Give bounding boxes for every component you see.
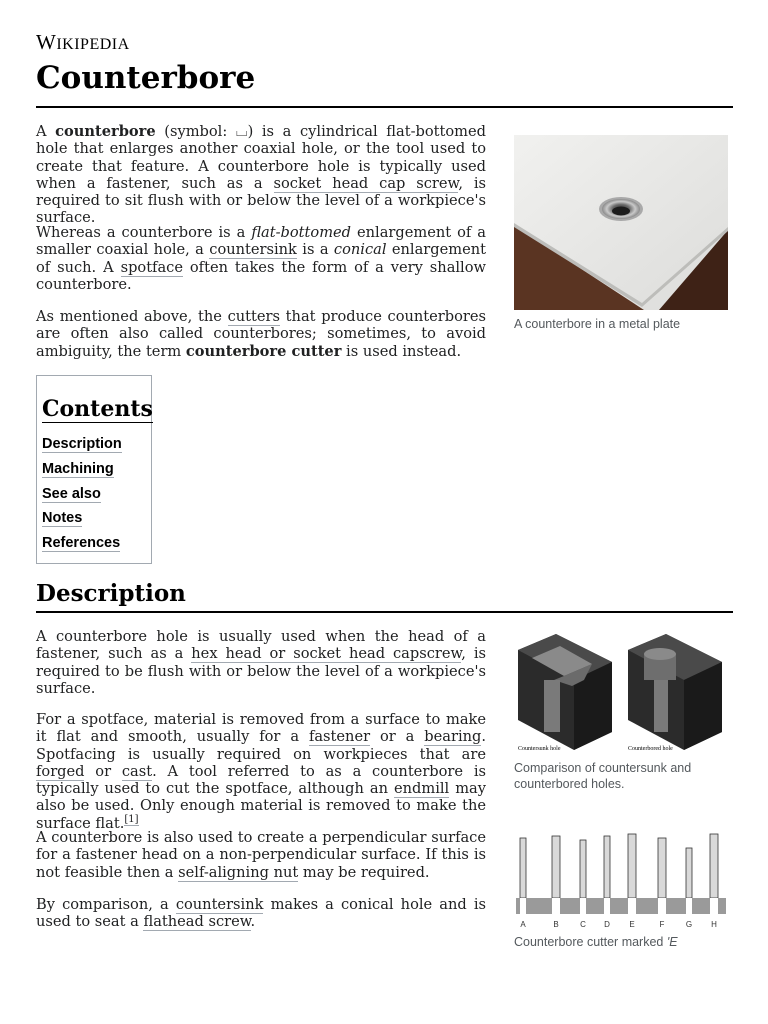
toc-item-notes[interactable]: Notes xyxy=(42,510,83,527)
description-paragraph-3: A counterbore is also used to create a perpendicular surface for a fastener head on a non-perpendicular surface. If this is not feasible then a self-aligning nut may be required. xyxy=(36,829,486,881)
description-paragraph-1: A counterbore hole is usually used when the head of a fastener, such as a hex head or socket head capscrew, is required to be flush with or below the level of a workpiece's surface. xyxy=(36,628,486,697)
link-countersink[interactable]: countersink xyxy=(209,241,297,259)
cutter-label-a: A xyxy=(520,920,526,929)
cutter-label-b: B xyxy=(553,920,559,929)
cutter-label-g: G xyxy=(685,920,693,929)
description-paragraph-2: For a spotface, material is removed from a surface to make it flat and smooth, usually for a fastener or a bearing. Spotfacing is usually required on workpieces that are forged or cast. A tool referred to as a counterbore is typically used to cut the spotface, although an endmill may also be used. Only enough material is removed to make the surface flat.[1] xyxy=(36,711,487,832)
counterbore-plate-image xyxy=(514,135,728,310)
cutter-label-d: D xyxy=(604,920,610,929)
figure-caption: A counterbore in a metal plate xyxy=(514,317,681,331)
cutter-label-h: H xyxy=(711,920,717,929)
link-socket-head-cap-screw[interactable]: socket head cap screw xyxy=(273,174,459,192)
link-fastener[interactable]: fastener xyxy=(308,728,371,746)
toc-item-description[interactable]: Description xyxy=(42,436,122,452)
counterbore-symbol: ⌴ xyxy=(235,123,248,140)
page-title: Counterbore xyxy=(36,60,256,96)
figure-caption: Comparison of countersunk and counterbored holes. xyxy=(514,761,692,791)
link-spotface[interactable]: spotface xyxy=(120,258,183,276)
link-bearing[interactable]: bearing xyxy=(424,728,482,746)
section-divider xyxy=(36,611,733,613)
link-cast[interactable]: cast xyxy=(121,762,153,780)
reference-1[interactable]: [1] xyxy=(124,813,139,825)
figure-counterbore-plate[interactable] xyxy=(514,135,728,332)
link-endmill[interactable]: endmill xyxy=(394,780,450,798)
link-forged[interactable]: forged xyxy=(36,762,85,780)
cutter-label-e: E xyxy=(629,920,635,929)
intro-paragraph-3: As mentioned above, the cutters that produce counterbores are often also called counterbores; sometimes, to avoid ambiguity, the term counterbore cutter is used instead. xyxy=(36,308,486,360)
cutter-label-f: F xyxy=(659,920,665,929)
intro-paragraph-2: Whereas a counterbore is a flat-bottomed enlargement of a smaller coaxial hole, a countersink is a conical enlargement of such. A spotface often takes the form of a very shallow counterbore. xyxy=(36,224,487,293)
wordmark-initial: W xyxy=(36,30,57,54)
link-cutters[interactable]: cutters xyxy=(227,308,280,325)
section-heading-description: Description xyxy=(36,580,186,607)
link-countersink-2[interactable]: countersink xyxy=(175,896,264,913)
toc-item-machining[interactable]: Machining xyxy=(42,460,114,477)
label-counterbored: Counterbored hole xyxy=(628,746,673,752)
cutters-image xyxy=(514,830,728,930)
label-countersunk: Countersunk hole xyxy=(518,746,561,752)
figure-caption: Counterbore cutter marked 'E xyxy=(514,935,678,949)
toc-item-references[interactable]: References xyxy=(42,535,121,552)
toc-title: Contents xyxy=(42,396,153,422)
table-of-contents xyxy=(36,375,152,564)
title-divider xyxy=(36,106,733,108)
figure-hole-comparison[interactable] xyxy=(514,632,728,792)
hole-comparison-image xyxy=(514,632,728,756)
bold-term: counterbore xyxy=(55,123,156,140)
link-flathead-screw[interactable]: flathead screw xyxy=(143,913,251,931)
wikipedia-wordmark[interactable] xyxy=(36,30,130,55)
link-self-aligning-nut[interactable]: self-aligning nut xyxy=(178,863,299,881)
link-hex-head-capscrew[interactable]: hex head or socket head capscrew xyxy=(191,645,462,663)
figure-counterbore-cutters[interactable] xyxy=(514,830,728,950)
cutter-label-c: C xyxy=(580,920,586,929)
wordmark-rest: IKIPEDIA xyxy=(56,36,130,53)
intro-paragraph-1: A counterbore (symbol: ⌴) is a cylindrical flat-bottomed hole that enlarges another coaxial hole, or the tool used to create that feature. A counterbore hole is typically used when a fastener, such as a socket head cap screw, is required to sit flush with or below the level of a workpiece's surface. xyxy=(36,123,487,227)
description-paragraph-4: By comparison, a countersink makes a conical hole and is used to seat a flathead screw. xyxy=(36,896,486,931)
toc-item-see-also[interactable]: See also xyxy=(42,485,101,502)
